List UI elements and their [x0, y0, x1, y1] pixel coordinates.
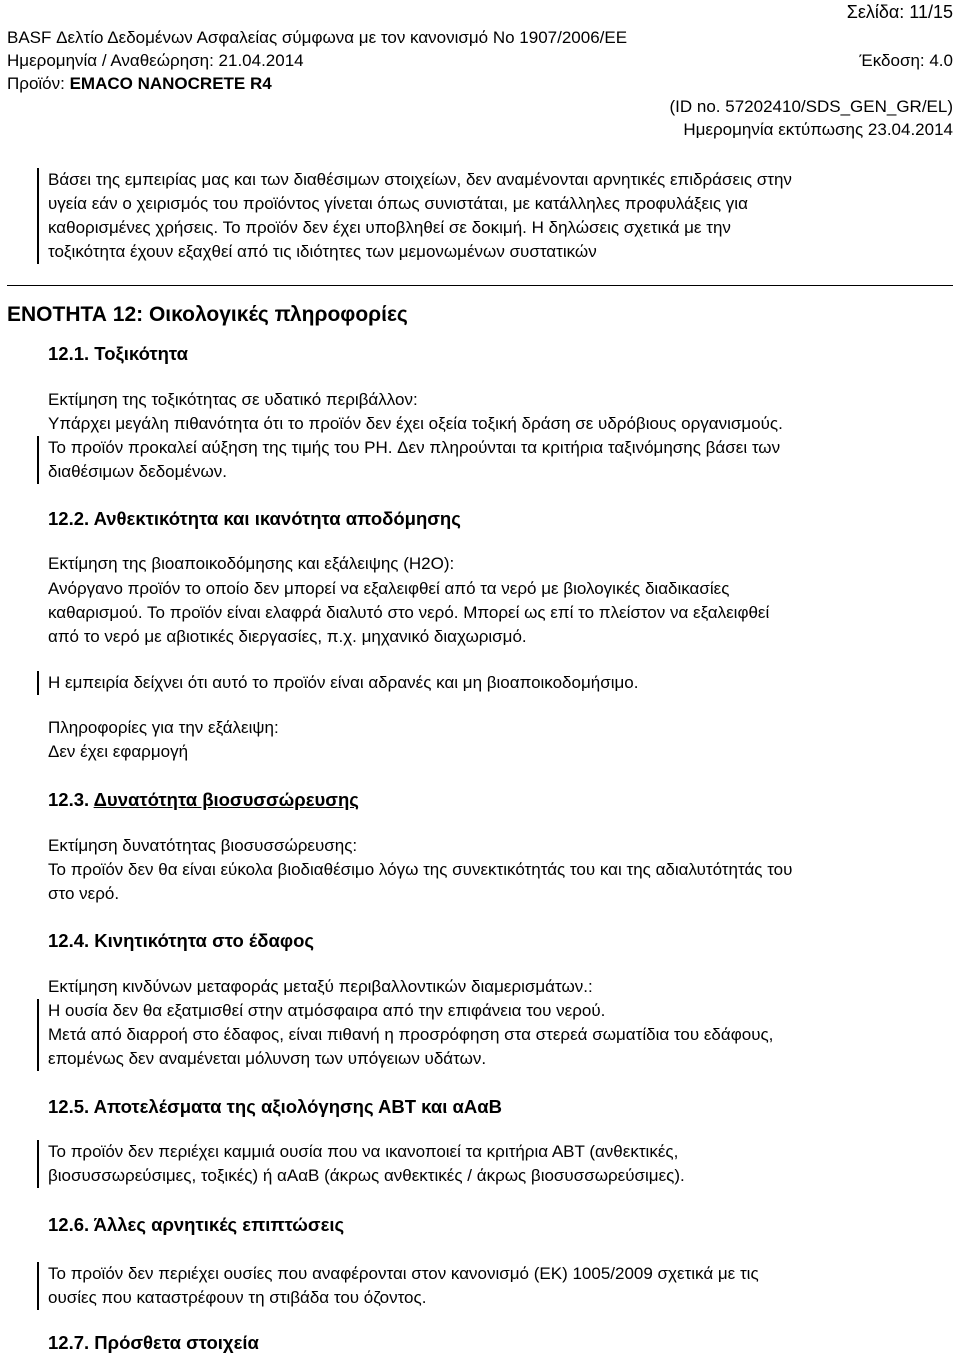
- change-bar: [37, 671, 39, 695]
- elimination-value: Δεν έχει εφαρμογή: [48, 742, 189, 761]
- product-line: [7, 74, 272, 94]
- product-label: Προϊόν:: [7, 74, 65, 93]
- change-bar: [37, 168, 39, 264]
- subsection-12-3-title: 12.3. Δυνατότητα βιοσυσσώρευσης: [48, 789, 359, 810]
- bioaccumulation-text: Το προϊόν δεν θα είναι εύκολα βιοδιαθέσιμο λόγω της συνεκτικότητάς του και της αδιαλυτότητάς του στο νερό.: [48, 860, 793, 903]
- change-bar: [37, 999, 39, 1071]
- intro-paragraph: Βάσει της εμπειρίας μας και των διαθέσιμων στοιχείων, δεν αναμένονται αρνητικές επιδράσεις στην υγεία εάν ο χειρισμός του προϊόντος γίνεται όπως συνιστάται, με κατάλληλες προφυλάξεις για καθορισμένες χρήσεις. Το προϊόν δεν έχει υποβληθεί σε δοκιμή. Η δηλώσεις σχετικά με την τοξικότητα έχουν εξαχθεί από τις ιδιότητες των μεμονωμένων συστατικών: [48, 170, 792, 261]
- toxicity-note: Το προϊόν προκαλεί αύξηση της τιμής του PH. Δεν πληρούνται τα κριτήρια ταξινόμησης βάσει των διαθέσιμων δεδομένων.: [48, 438, 781, 481]
- document-title: BASF Δελτίο Δεδομένων Ασφαλείας σύμφωνα με τον κανονισμό Νο 1907/2006/ΕΕ: [7, 28, 628, 47]
- id-number: (ID no. 57202410/SDS_GEN_GR/EL): [669, 97, 953, 116]
- print-date: Ημερομηνία εκτύπωσης 23.04.2014: [683, 120, 953, 139]
- product-name: EMACO NANOCRETE R4: [69, 74, 272, 93]
- subsection-12-7-title: 12.7. Πρόσθετα στοιχεία: [48, 1332, 259, 1353]
- biodegradation-label: Εκτίμηση της βιοαποικοδόμησης και εξάλειψης (H2O):: [48, 554, 455, 573]
- subsection-12-6-title: 12.6. Άλλες αρνητικές επιπτώσεις: [48, 1214, 345, 1235]
- biodegradation-text: Ανόργανο προϊόν το οποίο δεν μπορεί να εξαλειφθεί από τα νερό με βιολογικές διαδικασίες καθαρισμού. Το προϊόν είναι ελαφρά διαλυτό στο νερό. Μπορεί ως επί το πλείστον να εξαλειφθεί από το νερό με αβιοτικές διεργασίες, π.χ. μηχανικό διαχωρισμό.: [48, 579, 770, 646]
- biodegradation-note: Η εμπειρία δείχνει ότι αυτό το προϊόν είναι αδρανές και μη βιοαποικοδομήσιμο.: [48, 673, 639, 692]
- change-bar: [37, 1262, 39, 1310]
- version: Έκδοση: 4.0: [859, 51, 953, 70]
- change-bar: [37, 1140, 39, 1188]
- toxicity-label: Εκτίμηση της τοξικότητας σε υδατικό περιβάλλον:: [48, 390, 418, 409]
- section-title: ΕΝΟΤΗΤΑ 12: Οικολογικές πληροφορίες: [7, 303, 408, 326]
- change-bar: [37, 436, 39, 484]
- revision-date: Ημερομηνία / Αναθεώρηση: 21.04.2014: [7, 51, 304, 70]
- section-divider: [7, 285, 953, 286]
- subsection-12-2-title: 12.2. Ανθεκτικότητα και ικανότητα αποδόμησης: [48, 508, 461, 529]
- toxicity-text: Υπάρχει μεγάλη πιθανότητα ότι το προϊόν δεν έχει οξεία τοξική δράση σε υδρόβιους οργανισμούς.: [48, 414, 783, 433]
- mobility-label: Εκτίμηση κινδύνων μεταφοράς μεταξύ περιβαλλοντικών διαμερισμάτων.:: [48, 977, 593, 996]
- pbt-text: Το προϊόν δεν περιέχει καμμιά ουσία που να ικανοποιεί τα κριτήρια ΑΒΤ (ανθεκτικές, βιοσυσσωρεύσιμες, τοξικές) ή αΑαΒ (άκρως ανθεκτικές / άκρως βιοσυσσωρεύσιμες).: [48, 1142, 685, 1185]
- elimination-label: Πληροφορίες για την εξάλειψη:: [48, 718, 279, 737]
- bioaccumulation-label: Εκτίμηση δυνατότητας βιοσυσσώρευσης:: [48, 836, 358, 855]
- page-number: Σελίδα: 11/15: [846, 2, 953, 22]
- subsection-12-1-title: 12.1. Τοξικότητα: [48, 343, 189, 364]
- subsection-12-4-title: 12.4. Κινητικότητα στο έδαφος: [48, 930, 315, 951]
- other-effects-text: Το προϊόν δεν περιέχει ουσίες που αναφέρονται στον κανονισμό (ΕΚ) 1005/2009 σχετικά με τις ουσίες που καταστρέφουν τη στιβάδα του όζοντος.: [48, 1264, 759, 1307]
- subsection-12-5-title: 12.5. Αποτελέσματα της αξιολόγησης ΑΒΤ και αΑαΒ: [48, 1096, 502, 1117]
- mobility-text: Η ουσία δεν θα εξατμισθεί στην ατμόσφαιρα από την επιφάνεια του νερού. Μετά από διαρροή στο έδαφος, είναι πιθανή η προσρόφηση στα στερεά σωματίδια του εδάφους, επομένως δεν αναμένεται μόλυνση των υπόγειων υδάτων.: [48, 1001, 774, 1068]
